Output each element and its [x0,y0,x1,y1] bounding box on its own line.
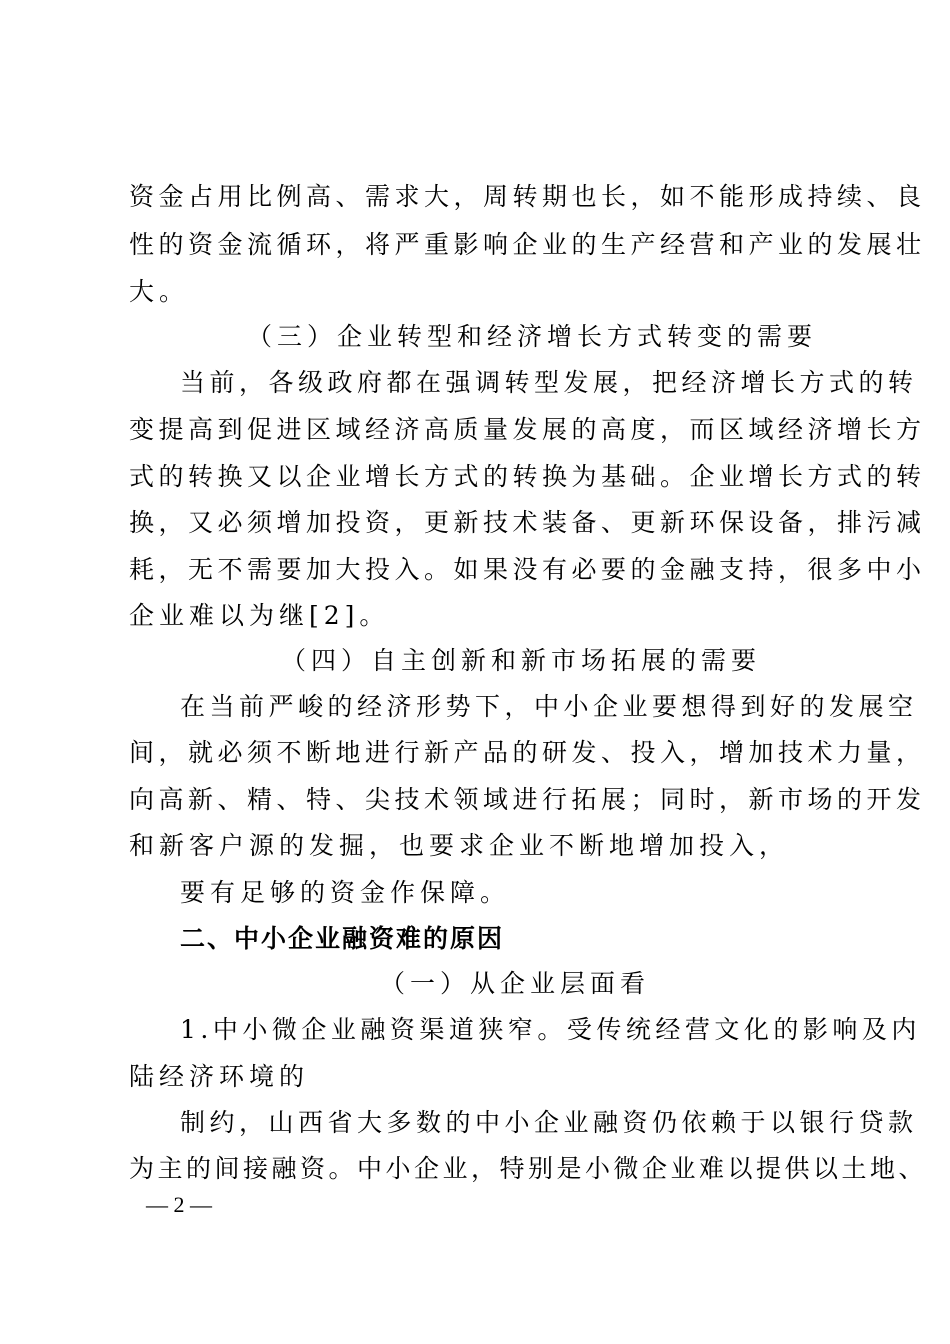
chapter-heading: 二、中小企业融资难的原因 [180,924,505,953]
body-text-line: 耗，无不需要加大投入。如果没有必要的金融支持，很多中小 [129,555,926,584]
body-text-line: 间，就必须不断地进行新产品的研发、投入，增加技术力量， [129,738,926,767]
body-text-line: 为主的间接融资。中小企业，特别是小微企业难以提供以土地、 [129,1154,928,1183]
body-text-line: 换，又必须增加投资，更新技术装备、更新环保设备，排污减 [129,508,926,537]
body-text-line: 变提高到促进区域经济高质量发展的高度，而区域经济增长方 [129,415,926,444]
paragraph-first-line: 1.中小微企业融资渠道狭窄。受传统经营文化的影响及内 [180,1015,921,1044]
section-heading: （四）自主创新和新市场拓展的需要 [281,646,762,675]
body-text-line: 式的转换又以企业增长方式的转换为基础。企业增长方式的转 [129,462,926,491]
body-text-line: 向高新、精、特、尖技术领域进行拓展；同时，新市场的开发 [129,785,926,814]
section-heading: （三）企业转型和经济增长方式转变的需要 [247,322,818,351]
section-heading: （一）从企业层面看 [380,969,651,998]
paragraph-first-line: 在当前严峻的经济形势下，中小企业要想得到好的发展空 [180,692,918,721]
paragraph-first-line: 当前，各级政府都在强调转型发展，把经济增长方式的转 [180,368,918,397]
body-text-line: 企业难以为继[2]。 [129,601,390,630]
body-text-line: 性的资金流循环，将严重影响企业的生产经营和产业的发展壮 [129,230,926,259]
body-text-line: 陆经济环境的 [129,1062,310,1091]
body-text-line: 资金占用比例高、需求大，周转期也长，如不能形成持续、良 [129,182,926,211]
paragraph-first-line: 制约，山西省大多数的中小企业融资仍依赖于以银行贷款 [180,1108,918,1137]
body-text-line: 和新客户源的发掘，也要求企业不断地增加投入， [129,831,790,860]
page-number: — 2 — [146,1192,212,1217]
paragraph-first-line: 要有足够的资金作保障。 [180,878,511,907]
body-text-line: 大。 [129,277,190,306]
